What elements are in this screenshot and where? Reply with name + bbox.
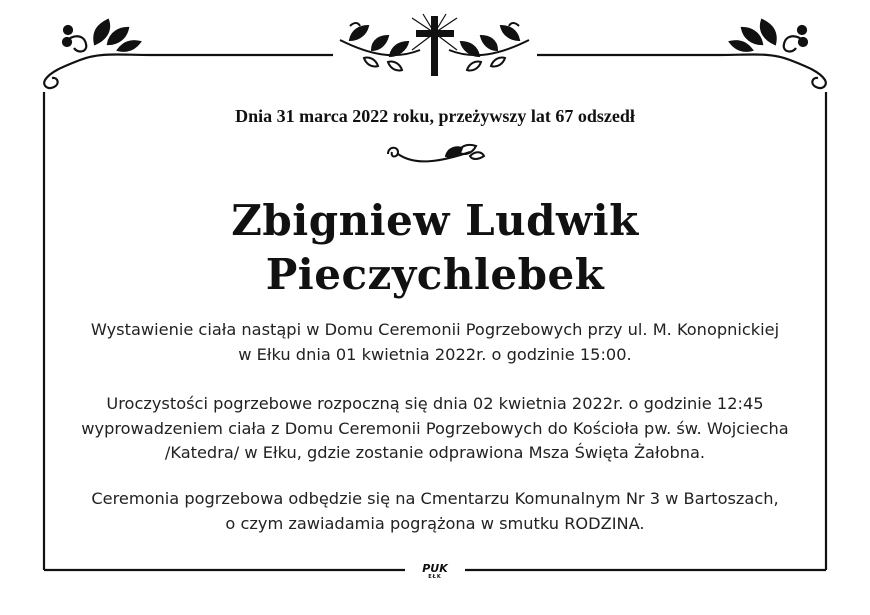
- olive-branch-icon-left: [340, 23, 420, 71]
- puk-logo: [413, 563, 457, 580]
- deceased-name-line1: Zbigniew Ludwik: [231, 196, 639, 245]
- paragraph-line: w Ełku dnia 01 kwietnia 2022r. o godzinie 15:00.: [238, 344, 632, 364]
- deceased-name-line2: Pieczychlebek: [265, 250, 605, 299]
- paragraph-line: Wystawienie ciała nastąpi w Domu Ceremonii Pogrzebowych przy ul. M. Konopnickiej: [90, 320, 780, 339]
- paragraph-line: wyprowadzeniem ciała z Domu Ceremonii Pogrzebowych do Kościoła pw. św. Wojciecha: [81, 418, 789, 438]
- paragraph-line: Uroczystości pogrzebowe rozpoczną się dnia 02 kwietnia 2022r. o godzinie 12:45: [106, 394, 764, 413]
- corner-flourish-icon-right: [720, 20, 826, 88]
- olive-branch-icon-right: [449, 23, 529, 71]
- paragraph-line: o czym zawiadamia pogrążona w smutku RODZINA.: [225, 513, 645, 533]
- death-announcement-intro: Dnia 31 marca 2022 roku, przeżywszy lat 67 odszedł: [235, 106, 635, 126]
- corner-flourish-icon-left: [44, 20, 150, 88]
- cross-icon: [412, 14, 457, 76]
- logo-main-text: PUK: [422, 562, 448, 575]
- logo-sub-text: EŁK: [428, 574, 442, 580]
- burial-paragraph: [48, 487, 822, 536]
- small-flourish-icon: [388, 145, 484, 162]
- paragraph-line: Ceremonia pogrzebowa odbędzie się na Cmentarzu Komunalnym Nr 3 w Bartoszach,: [91, 489, 779, 508]
- viewing-paragraph: [48, 318, 822, 367]
- paragraph-line: /Katedra/ w Ełku, gdzie zostanie odprawiona Msza Święta Żałobna.: [164, 443, 706, 462]
- funeral-paragraph: [48, 392, 822, 466]
